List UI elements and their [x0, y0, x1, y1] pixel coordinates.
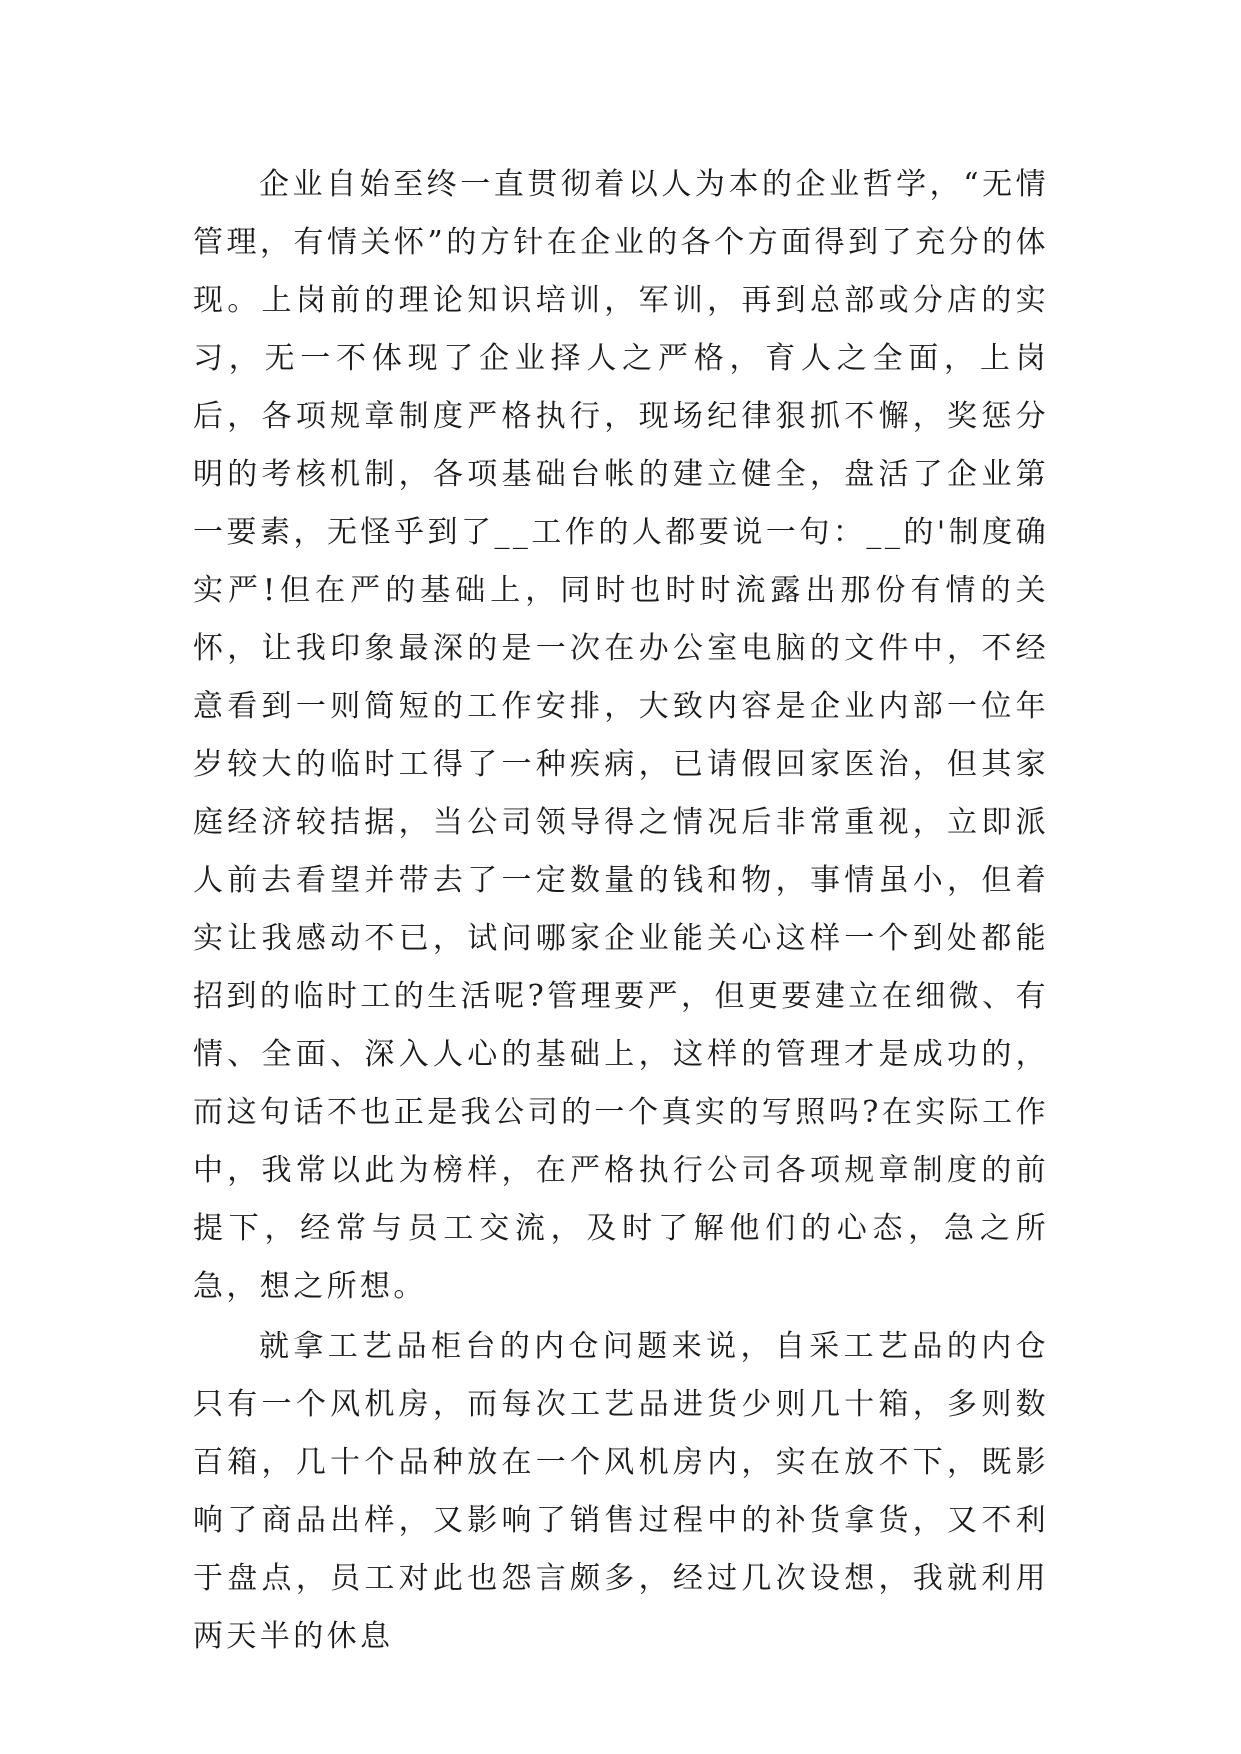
body-paragraph: 就拿工艺品柜台的内仓问题来说，自采工艺品的内仓只有一个风机房，而每次工艺品进货少则几十箱，多则数百箱，几十个品种放在一个风机房内，实在放不下，既影响了商品出样，又影响了销售过程中的补货拿货，又不利于盘点，员工对此也怨言颇多，经过几次设想，我就利用两天半的休息: [193, 1329, 1049, 1654]
body-paragraph: 企业自始至终一直贯彻着以人为本的企业哲学，“无情管理，有情关怀”的方针在企业的各个方面得到了充分的体现。上岗前的理论知识培训，军训，再到总部或分店的实习，无一不体现了企业择人之严格，育人之全面，上岗后，各项规章制度严格执行，现场纪律狠抓不懈，奖惩分明的考核机制，各项基础台帐的建立健全，盘活了企业第一要素，无怪乎到了__工作的人都要说一句：__的'制度确实严!但在严的基础上，同时也时时流露出那份有情的关怀，让我印象最深的是一次在办公室电脑的文件中，不经意看到一则简短的工作安排，大致内容是企业内部一位年岁较大的临时工得了一种疾病，已请假回家医治，但其家庭经济较拮据，当公司领导得之情况后非常重视，立即派人前去看望并带去了一定数量的钱和物，事情虽小，但着实让我感动不已，试问哪家企业能关心这样一个到处都能招到的临时工的生活呢?管理要严，但更要建立在细微、有情、全面、深入人心的基础上，这样的管理才是成功的，而这句话不也正是我公司的一个真实的写照吗?在实际工作中，我常以此为榜样，在严格执行公司各项规章制度的前提下，经常与员工交流，及时了解他们的心态，急之所急，想之所想。: [193, 167, 1049, 1304]
document-page: [193, 156, 1049, 1666]
